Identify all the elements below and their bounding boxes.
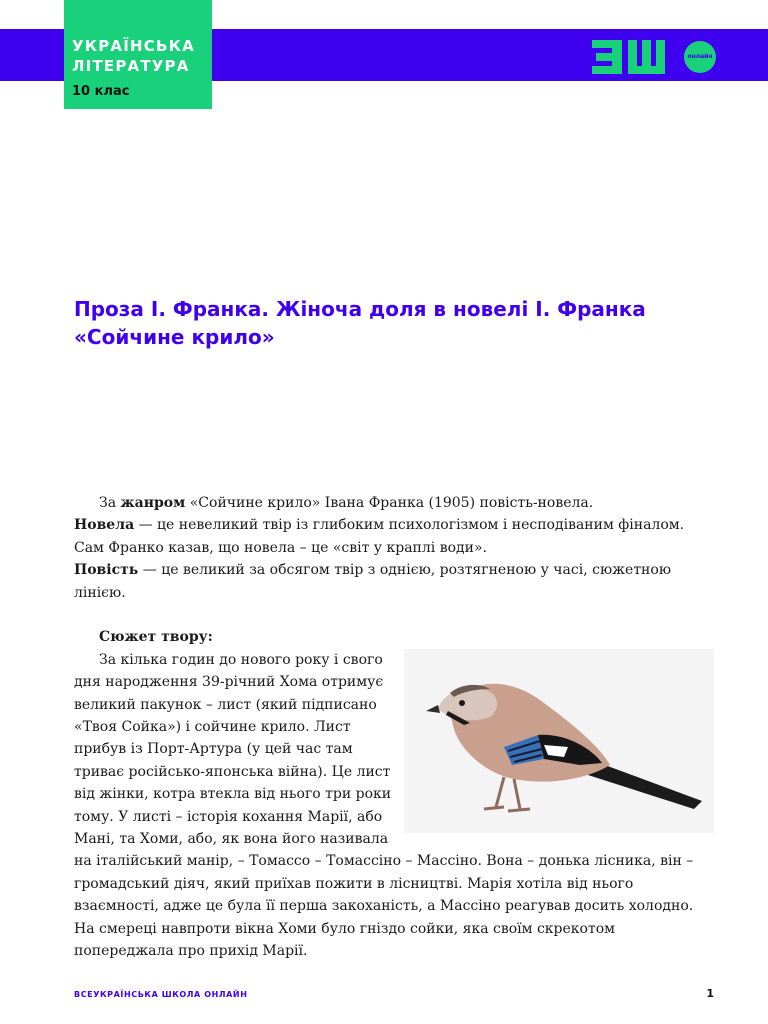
jay-bird-image: [404, 649, 714, 833]
plot-text: За кілька годин до нового року і свого дня народження 39-річний Хома отримує великий пакунок – лист (який підписано «Твоя Сойка») і сойчине крило. Лист прибув із Порт-Артура (у цей час там триває російсько-японська війна). Це лист від жінки, котра втекла від нього три роки тому. У листі – історія кохання Марії, або Мані, та Хоми, або, як вона його називала на італійський манір, – Томассо – Томассіно – Массіно. Вона – донька лісника, він – громадський діяч, який приїхав пожити в лісництві. Марія хотіла від нього взаємності, адже це була її перша закоханість, а Массіно реагував досить холодно. На смереці навпроти вікна Хоми було гніздо сойки, яка своїм скрекотом попереджала про прихід Марії.: [74, 651, 694, 960]
grade-label: 10 клас: [72, 84, 130, 99]
online-badge: онлайн: [684, 41, 716, 73]
page-number: 1: [706, 987, 714, 1000]
subject-name: УКРАЇНСЬКА ЛІТЕРАТУРА: [72, 37, 195, 75]
page-title: Проза І. Франка. Жіноча доля в новелі І. Франка «Сойчине крило»: [74, 297, 646, 349]
zno-logo-letters-icon: [588, 38, 684, 76]
povist-term: Повість: [74, 562, 139, 579]
novela-term: Новела: [74, 517, 135, 534]
zno-logo: [588, 38, 718, 76]
genre-term: жанром: [120, 495, 186, 511]
povist-definition: Повість — це великий за обсягом твір з однією, розтягненою у часі, сюжетною лінією.: [74, 562, 672, 601]
plot-heading: Сюжет твору:: [99, 629, 213, 646]
genre-paragraph: За жанром «Сойчине крило» Івана Франка (1905) повість-новела.: [99, 495, 594, 511]
novela-definition: Новела — це невеликий твір із глибоким психологізмом і несподіваним фіналом. Сам Франко казав, що новела – це «світ у краплі води».: [74, 517, 685, 556]
footer-school: ВСЕУКРАЇНСЬКА ШКОЛА ОНЛАЙН: [74, 990, 248, 999]
subject-block: [64, 0, 212, 109]
lesson-body: [74, 492, 714, 963]
